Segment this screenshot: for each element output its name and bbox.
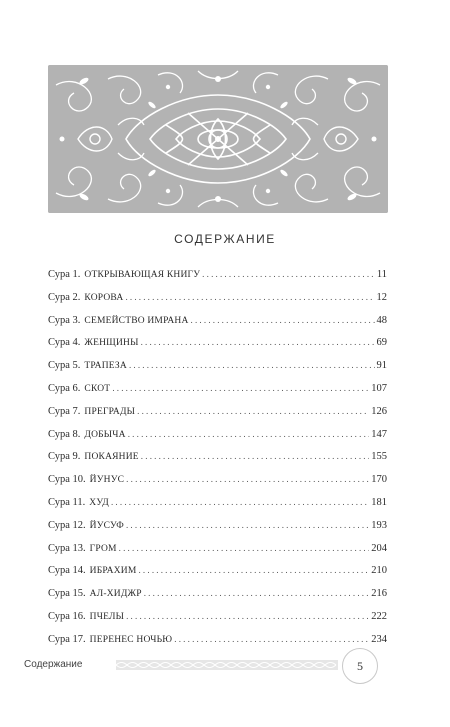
toc-entry-title: СКОТ: [84, 383, 111, 394]
toc-entry-title: ПРЕГРАДЫ: [84, 406, 136, 417]
toc-entry-title: ЙУСУФ: [89, 520, 124, 531]
toc-entry[interactable]: [48, 559, 387, 582]
toc-entry-page: 12: [376, 291, 387, 303]
table-of-contents: [48, 263, 387, 651]
toc-entry[interactable]: [48, 354, 387, 377]
dot-leader: [126, 468, 369, 491]
toc-entry-title: ЙУНУС: [89, 475, 125, 486]
toc-entry-title: КОРОВА: [84, 292, 124, 303]
toc-entry[interactable]: [48, 263, 387, 286]
toc-entry-title: ОТКРЫВАЮЩАЯ КНИГУ: [84, 270, 201, 280]
toc-entry[interactable]: [48, 537, 387, 560]
toc-entry[interactable]: [48, 582, 387, 605]
dot-leader: [138, 559, 369, 582]
toc-entry-page: 11: [376, 269, 387, 280]
toc-entry[interactable]: [48, 468, 387, 491]
toc-entry[interactable]: [48, 423, 387, 446]
toc-entry-page: 91: [376, 360, 387, 372]
toc-entry-number: Сура 3.: [48, 314, 81, 326]
toc-entry-page: 155: [371, 451, 387, 463]
toc-entry-number: Сура 1.: [48, 269, 81, 280]
toc-entry[interactable]: [48, 331, 387, 354]
dot-leader: [144, 582, 370, 605]
toc-entry-number: Сура 15.: [48, 588, 86, 600]
toc-entry-number: Сура 2.: [48, 291, 81, 303]
page-footer: [24, 648, 404, 684]
toc-entry-page: 234: [371, 633, 387, 645]
toc-entry-title: ДОБЫЧА: [84, 429, 126, 440]
toc-entry-title: ПЧЕЛЫ: [89, 611, 125, 622]
toc-entry-number: Сура 5.: [48, 360, 81, 372]
page-number-badge: 5: [342, 648, 378, 684]
toc-entry-page: 204: [371, 542, 387, 554]
dot-leader: [111, 491, 369, 514]
toc-entry-number: Сура 16.: [48, 610, 86, 622]
toc-entry[interactable]: [48, 491, 387, 514]
dot-leader: [128, 423, 370, 446]
toc-entry-page: 210: [371, 565, 387, 577]
dot-leader: [191, 309, 375, 332]
toc-entry[interactable]: [48, 605, 387, 628]
toc-entry-number: Сура 14.: [48, 565, 86, 577]
toc-entry-page: 69: [376, 337, 387, 349]
toc-entry-title: ХУД: [89, 497, 109, 508]
toc-entry-page: 181: [371, 496, 387, 508]
toc-entry-page: 107: [371, 382, 387, 394]
toc-entry-title: ПЕРЕНЕС НОЧЬЮ: [89, 634, 173, 645]
toc-entry-page: 126: [371, 405, 387, 417]
toc-entry-title: ГРОМ: [89, 543, 117, 554]
toc-entry-title: ЖЕНЩИНЫ: [84, 338, 139, 349]
toc-entry-title: АЛ-ХИДЖР: [89, 589, 142, 600]
dot-leader: [141, 331, 375, 354]
running-footer-label: Содержание: [24, 659, 83, 670]
toc-entry-page: 48: [376, 314, 387, 326]
toc-entry-title: ПОКАЯНИЕ: [84, 452, 139, 463]
toc-entry-number: Сура 6.: [48, 382, 81, 394]
dot-leader: [141, 445, 369, 468]
toc-entry-title: ТРАПЕЗА: [84, 361, 127, 372]
floral-ornament-icon: [48, 65, 388, 213]
dot-leader: [126, 605, 369, 628]
dot-leader: [112, 377, 369, 400]
toc-entry-number: Сура 10.: [48, 474, 86, 486]
page-title: СОДЕРЖАНИЕ: [174, 232, 276, 246]
toc-entry-page: 193: [371, 519, 387, 531]
toc-entry-number: Сура 9.: [48, 451, 81, 463]
toc-entry-number: Сура 11.: [48, 496, 86, 508]
toc-entry[interactable]: [48, 400, 387, 423]
toc-entry-number: Сура 17.: [48, 633, 86, 645]
toc-entry-number: Сура 12.: [48, 519, 86, 531]
toc-entry[interactable]: [48, 377, 387, 400]
toc-entry-page: 147: [371, 428, 387, 440]
toc-entry[interactable]: [48, 514, 387, 537]
toc-entry-number: Сура 13.: [48, 542, 86, 554]
toc-entry-page: 222: [371, 610, 387, 622]
dot-leader: [137, 400, 369, 423]
dot-leader: [129, 354, 375, 377]
toc-entry[interactable]: [48, 309, 387, 332]
toc-entry-number: Сура 8.: [48, 428, 81, 440]
toc-entry-page: 170: [371, 474, 387, 486]
toc-entry-page: 216: [371, 588, 387, 600]
toc-entry-number: Сура 7.: [48, 405, 81, 417]
toc-entry-number: Сура 4.: [48, 337, 81, 349]
dot-leader: [125, 286, 374, 309]
toc-entry[interactable]: [48, 286, 387, 309]
toc-entry-title: СЕМЕЙСТВО ИМРАНА: [84, 315, 189, 326]
toc-entry[interactable]: [48, 445, 387, 468]
ornament-band-icon: [116, 660, 338, 670]
dot-leader: [202, 263, 375, 286]
dot-leader: [126, 514, 369, 537]
toc-entry-title: ИБРАХИМ: [89, 566, 137, 577]
dot-leader: [119, 537, 370, 560]
